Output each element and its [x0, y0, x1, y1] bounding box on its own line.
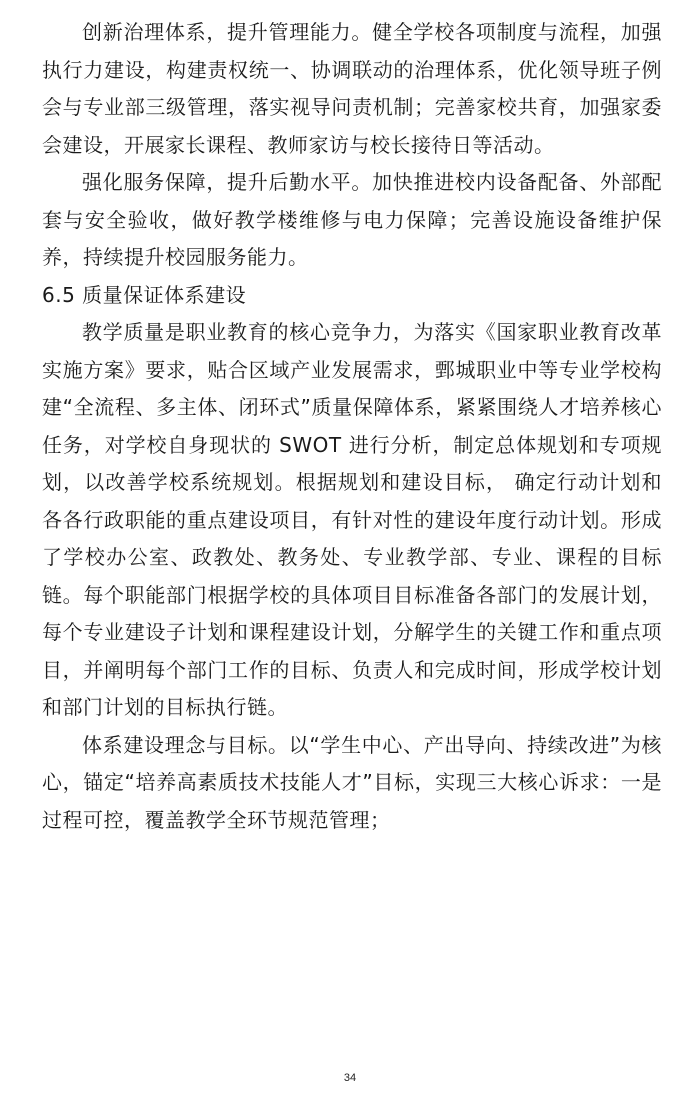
- section-heading: 6.5 质量保证体系建设: [42, 282, 247, 307]
- paragraph-system-concept: 体系建设理念与目标。以“学生中心、产出导向、持续改进”为核心，锚定“培养高素质技术技能人才”目标，实现三大核心诉求：一是过程可控，覆盖教学全环节规范管理；: [42, 732, 662, 832]
- page-body: [42, 14, 662, 839]
- paragraph-governance: 创新治理体系，提升管理能力。健全学校各项制度与流程，加强执行力建设，构建责权统一、协调联动的治理体系，优化领导班子例会与专业部三级管理，落实视导问责机制；完善家校共育，加强家委会建设，开展家长课程、教师家访与校长接待日等活动。: [42, 20, 662, 157]
- paragraph-quality-system: 教学质量是职业教育的核心竞争力，为落实《国家职业教育改革实施方案》要求，贴合区域产业发展需求，鄄城职业中等专业学校构建“全流程、多主体、闭环式”质量保障体系，紧紧围绕人才培养核心任务，对学校自身现状的 SWOT 进行分析，制定总体规划和专项规划，以改善学校系统规划。根据规划和建设目标， 确定行动计划和各各行政职能的重点建设项目，有针对性的建设年度行动计划。形成了学校办公室、政教处、教务处、专业教学部、专业、课程的目标链。每个职能部门根据学校的具体项目目标准备各部门的发展计划，每个专业建设子计划和课程建设计划，分解学生的关键工作和重点项目，并阐明每个部门工作的目标、负责人和完成时间，形成学校计划和部门计划的目标执行链。: [42, 320, 662, 719]
- page-number: 34: [343, 1072, 357, 1084]
- paragraph-service-support: 强化服务保障，提升后勤水平。加快推进校内设备配备、外部配套与安全验收，做好教学楼维修与电力保障；完善设施设备维护保养，持续提升校园服务能力。: [42, 170, 662, 269]
